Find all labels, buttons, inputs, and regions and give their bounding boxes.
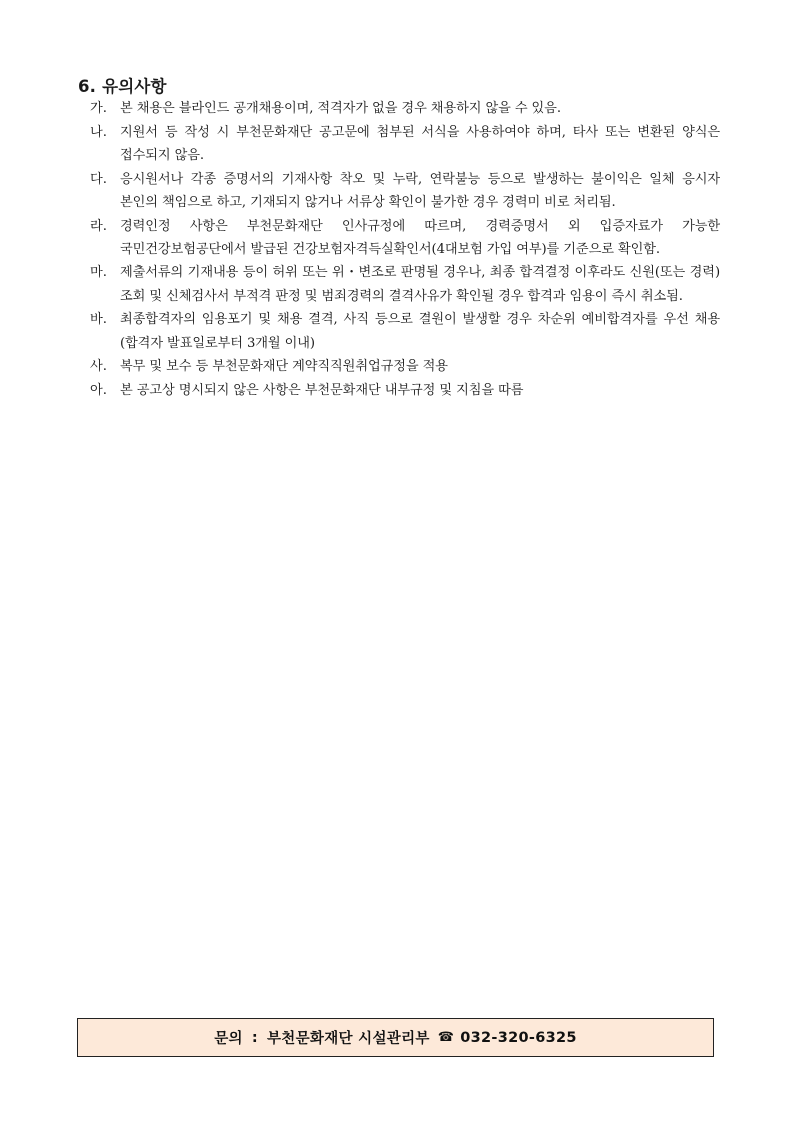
note-text: 복무 및 보수 등 부천문화재단 계약직직원취업규정을 적용 [120,359,448,375]
phone-icon: ☎ [437,1030,455,1045]
note-text: 경력인정 사항은 부천문화재단 인사규정에 따르며, 경력증명서 외 입증자료가 가능한 국민건강보험공단에서 발급된 건강보험자격득실확인서(4대보험 가입 여부)를 기준으로 확인함. [120,218,720,257]
note-marker: 다. [90,171,107,187]
section-title: 6. 유의사항 [78,77,167,96]
note-text: 본 공고상 명시되지 않은 사항은 부천문화재단 내부규정 및 지침을 따름 [120,382,524,398]
note-marker: 마. [90,265,107,281]
contact-box [77,1018,714,1057]
contact-phone: 032-320-6325 [460,1029,577,1046]
note-marker: 아. [90,382,107,398]
note-marker: 가. [90,101,107,116]
note-text: 최종합격자의 임용포기 및 채용 결격, 사직 등으로 결원이 발생할 경우 차순위 예비합격자를 우선 채용(합격자 발표일로부터 3개월 이내) [120,312,720,351]
contact-label: 문의 [214,1031,243,1047]
note-text: 응시원서나 각종 증명서의 기재사항 착오 및 누락, 연락불능 등으로 발생하는 불이익은 일체 응시자 본인의 책임으로 하고, 기재되지 않거나 서류상 확인이 불가한 경우 경력미 비로 처리됨. [120,171,720,210]
note-item [90,97,720,120]
note-marker: 바. [90,312,107,328]
note-text: 지원서 등 작성 시 부천문화재단 공고문에 첨부된 서식을 사용하여야 하며, 타사 또는 변환된 양식은 접수되지 않음. [120,124,720,163]
note-item [90,261,720,307]
contact-department: 부천문화재단 시설관리부 [266,1031,430,1047]
note-text: 제출서류의 기재내용 등이 허위 또는 위・변조로 판명될 경우나, 최종 합격결정 이후라도 신원(또는 경력) 조회 및 신체검사서 부적격 판정 및 범죄경력의 결격사유가 확인될 경우 합격과 임용이 즉시 취소됨. [120,265,720,304]
notes-list [90,97,720,403]
note-item [90,215,720,261]
note-text: 본 채용은 블라인드 공개채용이며, 적격자가 없을 경우 채용하지 않을 수 있음. [120,101,561,116]
note-item [90,121,720,167]
note-item [90,168,720,214]
note-marker: 사. [90,359,107,375]
note-item [90,379,720,402]
note-marker: 라. [90,218,107,234]
note-item [90,308,720,354]
note-marker: 나. [90,124,107,140]
contact-separator: : [251,1029,258,1046]
note-item [90,355,720,378]
